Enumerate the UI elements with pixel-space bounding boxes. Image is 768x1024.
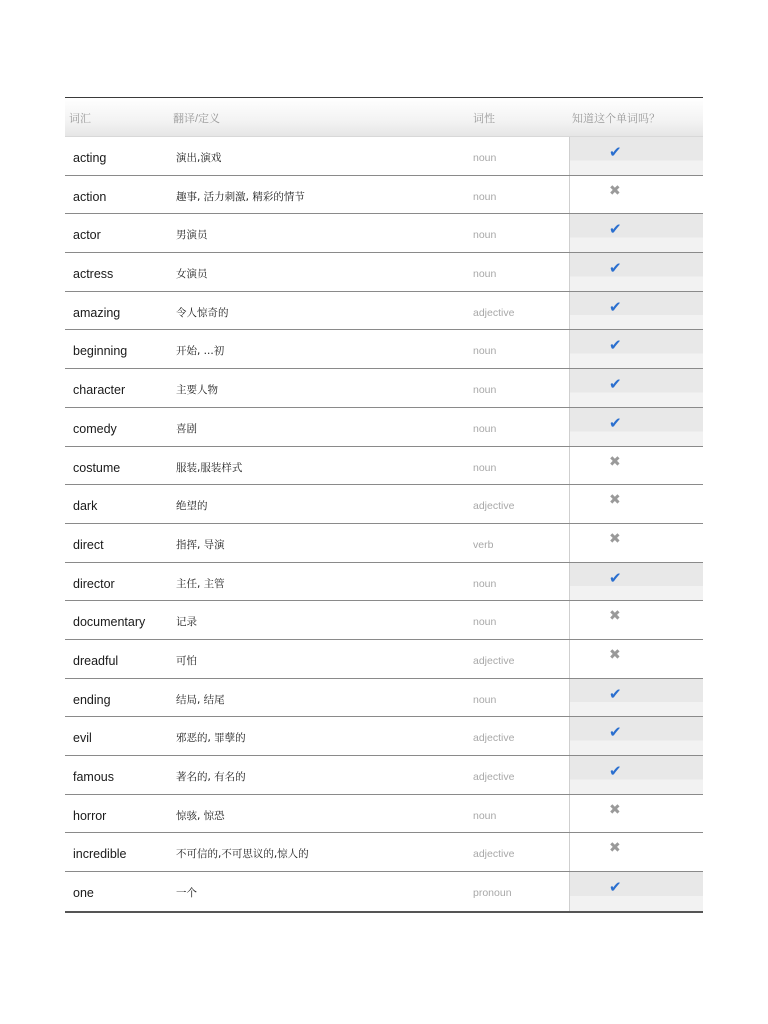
part-of-speech-cell: noun [473,268,497,281]
part-of-speech-cell: noun [473,152,497,164]
word-cell: costume [73,460,121,475]
word-cell: direct [73,537,104,552]
check-icon: ✔ [609,220,622,239]
definition-cell: 开始, ...初 [176,345,225,358]
known-cell[interactable] [569,137,703,175]
cross-icon: ✖ [609,608,621,625]
known-cell[interactable] [569,563,703,601]
vocabulary-table [65,97,703,913]
part-of-speech-cell: pronoun [473,887,512,900]
cross-icon: ✖ [609,646,621,663]
check-icon: ✔ [609,568,622,587]
known-cell[interactable] [569,833,703,871]
check-icon: ✔ [609,336,622,355]
word-cell: one [73,886,94,901]
known-cell[interactable] [569,717,703,755]
table-header [65,98,703,137]
part-of-speech-cell: noun [473,616,497,629]
table-row [65,756,703,795]
check-icon: ✔ [609,413,622,432]
known-cell[interactable] [569,524,703,562]
part-of-speech-cell: adjective [473,848,515,861]
known-cell[interactable] [569,292,703,330]
part-of-speech-cell: noun [473,229,497,242]
definition-cell: 女演员 [176,268,208,281]
table-row [65,330,703,369]
word-cell: incredible [73,847,127,862]
header-definition: 翻译/定义 [173,113,221,125]
part-of-speech-cell: adjective [473,771,515,783]
known-cell[interactable] [569,872,703,911]
definition-cell: 主要人物 [176,384,218,397]
definition-cell: 著名的, 有名的 [176,771,246,783]
word-cell: director [73,576,115,591]
part-of-speech-cell: noun [473,422,497,435]
check-icon: ✔ [609,259,622,278]
definition-cell: 喜剧 [176,422,197,435]
part-of-speech-cell: noun [473,190,497,203]
table-row [65,795,703,834]
known-cell[interactable] [569,795,703,833]
table-row [65,214,703,253]
part-of-speech-cell: noun [473,693,497,706]
known-cell[interactable] [569,214,703,252]
word-cell: dark [73,499,98,514]
table-row [65,601,703,640]
check-icon: ✔ [609,684,622,703]
definition-cell: 趣事, 活力刺激, 精彩的情节 [176,190,305,203]
part-of-speech-cell: noun [473,577,497,590]
table-row [65,640,703,679]
part-of-speech-cell: noun [473,461,497,474]
definition-cell: 不可信的,不可思议的,惊人的 [176,848,309,861]
table-row [65,253,703,292]
table-row [65,292,703,331]
definition-cell: 记录 [176,616,197,629]
known-cell[interactable] [569,253,703,291]
table-row [65,717,703,756]
cross-icon: ✖ [609,182,621,199]
word-cell: documentary [73,615,146,630]
table-row [65,369,703,408]
word-cell: horror [73,808,107,823]
definition-cell: 令人惊奇的 [176,306,229,319]
check-icon: ✔ [609,297,622,316]
table-row [65,485,703,524]
definition-cell: 服装,服装样式 [176,461,243,474]
word-cell: famous [73,770,114,784]
definition-cell: 可怕 [176,654,197,667]
part-of-speech-cell: adjective [473,654,515,667]
definition-cell: 一个 [176,887,197,900]
known-cell[interactable] [569,176,703,214]
check-icon: ✔ [609,762,622,780]
word-cell: beginning [73,344,128,359]
cross-icon: ✖ [609,453,621,470]
known-cell[interactable] [569,447,703,485]
table-row [65,408,703,447]
known-cell[interactable] [569,679,703,717]
check-icon: ✔ [609,375,622,394]
word-cell: dreadful [73,653,119,668]
definition-cell: 男演员 [176,229,208,242]
word-cell: actress [73,267,114,282]
check-icon: ✔ [609,143,622,161]
known-cell[interactable] [569,330,703,368]
known-cell[interactable] [569,485,703,523]
table-row [65,833,703,872]
word-cell: ending [73,692,111,707]
word-cell: evil [73,731,92,746]
table-row [65,176,703,215]
check-icon: ✔ [609,878,622,897]
known-cell[interactable] [569,756,703,794]
definition-cell: 指挥, 导演 [176,538,225,551]
table-row [65,447,703,486]
known-cell[interactable] [569,601,703,639]
part-of-speech-cell: verb [473,538,494,551]
definition-cell: 绝望的 [176,500,208,513]
part-of-speech-cell: adjective [473,306,515,319]
word-cell: amazing [73,305,121,320]
word-cell: actor [73,228,101,243]
check-icon: ✔ [609,723,622,742]
header-known: 知道这个单词吗？ [572,113,660,125]
cross-icon: ✖ [609,840,621,857]
known-cell[interactable] [569,640,703,678]
table-row [65,137,703,176]
known-cell[interactable] [569,369,703,407]
part-of-speech-cell: adjective [473,500,515,513]
table-row [65,524,703,563]
definition-cell: 主任, 主管 [176,577,225,590]
word-cell: action [73,189,107,204]
word-cell: acting [73,151,107,165]
definition-cell: 惊骇, 惊恐 [176,809,225,822]
known-cell[interactable] [569,408,703,446]
cross-icon: ✖ [609,530,621,547]
part-of-speech-cell: noun [473,384,497,397]
table-body [65,137,703,911]
table-row [65,563,703,602]
definition-cell: 结局, 结尾 [176,693,225,706]
word-cell: character [73,383,126,398]
part-of-speech-cell: noun [473,809,497,822]
part-of-speech-cell: adjective [473,732,515,745]
part-of-speech-cell: noun [473,345,497,358]
cross-icon: ✖ [609,492,621,509]
table-row [65,679,703,718]
cross-icon: ✖ [609,801,621,818]
word-cell: comedy [73,421,117,436]
table-row [65,872,703,911]
definition-cell: 邪恶的, 罪孽的 [176,732,246,745]
header-word: 词汇 [69,113,91,125]
header-part-of-speech: 词性 [473,113,495,125]
definition-cell: 演出,演戏 [176,152,222,164]
